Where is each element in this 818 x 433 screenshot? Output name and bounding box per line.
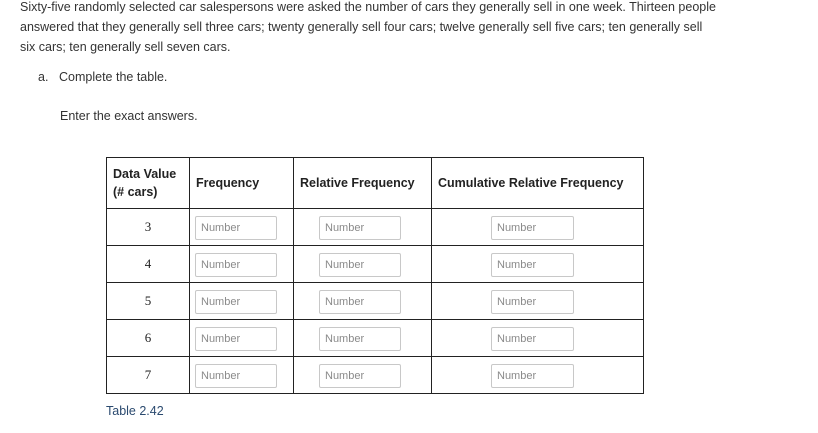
header-relative-frequency [294,158,432,209]
cumulative-relative-frequency-input[interactable] [491,253,574,277]
frequency-table [106,157,644,394]
frequency-input[interactable] [195,364,277,388]
table-row [107,320,644,357]
frequency-cell [190,246,294,283]
frequency-input[interactable] [195,327,277,351]
table-header-row [107,158,644,209]
frequency-cell [190,209,294,246]
relative-frequency-cell [294,283,432,320]
cumulative-relative-frequency-cell [432,283,644,320]
data-value-cell: 4 [107,246,190,283]
header-data-value [107,158,190,209]
relative-frequency-cell [294,246,432,283]
header-frequency-label: Frequency [196,176,260,190]
data-value-cell: 6 [107,320,190,357]
frequency-cell [190,283,294,320]
cumulative-relative-frequency-cell [432,246,644,283]
part-a-letter: a. [38,70,49,84]
instruction-text: Enter the exact answers. [60,109,198,123]
cumulative-relative-frequency-cell [432,357,644,394]
data-value-cell: 7 [107,357,190,394]
relative-frequency-cell [294,357,432,394]
frequency-input[interactable] [195,290,277,314]
header-cumulative-relative-frequency-label: Cumulative Relative Frequency [438,176,624,190]
frequency-input[interactable] [195,216,277,240]
cumulative-relative-frequency-cell [432,320,644,357]
cumulative-relative-frequency-input[interactable] [491,290,574,314]
cumulative-relative-frequency-input[interactable] [491,216,574,240]
data-value-cell: 5 [107,283,190,320]
relative-frequency-input[interactable] [319,364,401,388]
frequency-input[interactable] [195,253,277,277]
table-row [107,283,644,320]
table-row [107,209,644,246]
header-relative-frequency-label: Relative Frequency [300,176,415,190]
relative-frequency-input[interactable] [319,290,401,314]
relative-frequency-input[interactable] [319,253,401,277]
relative-frequency-input[interactable] [319,216,401,240]
table-row [107,357,644,394]
frequency-cell [190,320,294,357]
relative-frequency-cell [294,320,432,357]
relative-frequency-input[interactable] [319,327,401,351]
cumulative-relative-frequency-input[interactable] [491,327,574,351]
part-a-label [38,68,167,86]
table-row [107,246,644,283]
header-data-value-line2: (# cars) [113,185,158,199]
relative-frequency-cell [294,209,432,246]
problem-statement: Sixty-five randomly selected car salespersons were asked the number of cars they generally sell in one week. Thirteen people answered that they generally sell three cars; twenty generally sell four cars; twelve generally sell five cars; ten generally sell six cars; ten generally sell seven cars. [20,0,716,54]
header-cumulative-relative-frequency [432,158,644,209]
cumulative-relative-frequency-cell [432,209,644,246]
header-data-value-line1: Data Value [113,167,177,181]
data-value-cell: 3 [107,209,190,246]
part-a-text: Complete the table. [59,70,168,84]
header-frequency [190,158,294,209]
frequency-cell [190,357,294,394]
cumulative-relative-frequency-input[interactable] [491,364,574,388]
table-caption: Table 2.42 [106,404,164,418]
